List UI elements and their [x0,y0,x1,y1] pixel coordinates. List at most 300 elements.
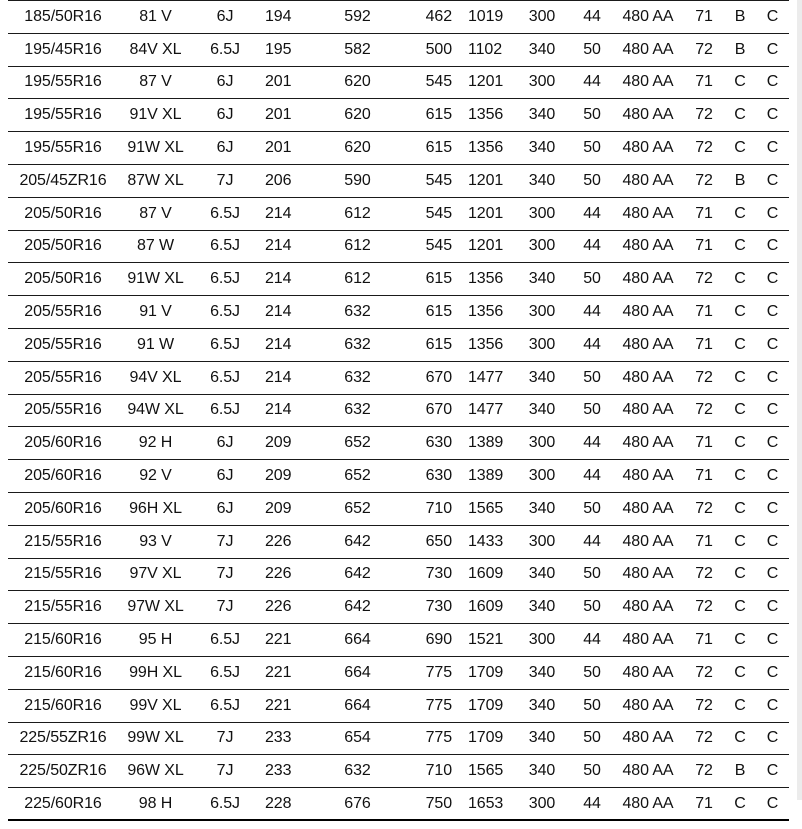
cell-load-speed-index: 99W XL [118,722,193,755]
cell-load-speed-index: 94W XL [118,394,193,427]
cell-fuel-efficiency-grade: C [724,656,756,689]
cell-max-load-kg: 545 [400,164,460,197]
cell-load-speed-index: 92 H [118,427,193,460]
cell-tire-size: 205/45ZR16 [8,164,118,197]
cell-max-load-lbs: 1201 [460,197,512,230]
cell-overall-diameter: 664 [315,689,400,722]
cell-section-width: 214 [257,197,315,230]
cell-rim-width: 6.5J [193,394,257,427]
cell-max-pressure-kpa: 300 [512,230,572,263]
cell-fuel-efficiency-grade: C [724,558,756,591]
cell-utqg-rating: 480 AA [612,328,684,361]
table-row [8,689,789,722]
cell-tire-size: 205/55R16 [8,361,118,394]
cell-noise-db: 71 [684,788,724,821]
cell-max-pressure-kpa: 340 [512,132,572,165]
cell-max-pressure-kpa: 340 [512,263,572,296]
cell-max-pressure-psi: 50 [572,394,612,427]
tire-spec-table [8,0,789,821]
cell-tire-size: 205/50R16 [8,197,118,230]
cell-overall-diameter: 632 [315,328,400,361]
cell-rim-width: 6J [193,66,257,99]
cell-max-pressure-psi: 44 [572,788,612,821]
cell-overall-diameter: 620 [315,66,400,99]
cell-utqg-rating: 480 AA [612,1,684,34]
cell-noise-db: 71 [684,460,724,493]
cell-max-pressure-psi: 44 [572,525,612,558]
cell-noise-db: 72 [684,492,724,525]
cell-max-load-lbs: 1102 [460,33,512,66]
cell-section-width: 214 [257,394,315,427]
cell-overall-diameter: 632 [315,755,400,788]
cell-max-pressure-psi: 44 [572,328,612,361]
cell-max-load-kg: 545 [400,197,460,230]
cell-fuel-efficiency-grade: B [724,755,756,788]
cell-fuel-efficiency-grade: C [724,624,756,657]
cell-section-width: 233 [257,722,315,755]
cell-overall-diameter: 642 [315,591,400,624]
cell-tire-size: 215/60R16 [8,624,118,657]
cell-max-pressure-kpa: 340 [512,689,572,722]
cell-max-load-lbs: 1201 [460,66,512,99]
cell-max-load-kg: 630 [400,427,460,460]
cell-fuel-efficiency-grade: B [724,164,756,197]
cell-overall-diameter: 620 [315,99,400,132]
cell-max-pressure-psi: 44 [572,296,612,329]
cell-utqg-rating: 480 AA [612,197,684,230]
cell-load-speed-index: 91W XL [118,263,193,296]
cell-wet-grip-grade: C [756,132,789,165]
cell-rim-width: 7J [193,591,257,624]
cell-load-speed-index: 81 V [118,1,193,34]
cell-max-load-kg: 615 [400,328,460,361]
cell-section-width: 194 [257,1,315,34]
cell-fuel-efficiency-grade: C [724,99,756,132]
cell-load-speed-index: 87 V [118,197,193,230]
cell-rim-width: 6.5J [193,689,257,722]
cell-wet-grip-grade: C [756,263,789,296]
cell-noise-db: 72 [684,755,724,788]
cell-load-speed-index: 94V XL [118,361,193,394]
cell-wet-grip-grade: C [756,197,789,230]
cell-rim-width: 6J [193,460,257,493]
cell-wet-grip-grade: C [756,99,789,132]
cell-fuel-efficiency-grade: C [724,263,756,296]
cell-max-load-lbs: 1019 [460,1,512,34]
cell-overall-diameter: 664 [315,624,400,657]
table-row [8,33,789,66]
cell-max-pressure-psi: 44 [572,197,612,230]
cell-overall-diameter: 652 [315,460,400,493]
cell-wet-grip-grade: C [756,361,789,394]
table-row [8,328,789,361]
cell-load-speed-index: 97W XL [118,591,193,624]
cell-wet-grip-grade: C [756,722,789,755]
cell-max-pressure-psi: 50 [572,33,612,66]
cell-overall-diameter: 642 [315,525,400,558]
cell-section-width: 201 [257,66,315,99]
cell-wet-grip-grade: C [756,755,789,788]
cell-rim-width: 6.5J [193,788,257,821]
table-row [8,164,789,197]
cell-utqg-rating: 480 AA [612,132,684,165]
cell-noise-db: 72 [684,591,724,624]
cell-max-load-lbs: 1609 [460,558,512,591]
cell-fuel-efficiency-grade: C [724,460,756,493]
cell-fuel-efficiency-grade: C [724,525,756,558]
table-row [8,624,789,657]
cell-max-load-lbs: 1389 [460,427,512,460]
cell-load-speed-index: 96H XL [118,492,193,525]
cell-wet-grip-grade: C [756,591,789,624]
cell-rim-width: 7J [193,525,257,558]
cell-max-load-lbs: 1477 [460,394,512,427]
cell-rim-width: 6J [193,132,257,165]
cell-wet-grip-grade: C [756,525,789,558]
cell-wet-grip-grade: C [756,66,789,99]
cell-section-width: 209 [257,460,315,493]
cell-section-width: 214 [257,263,315,296]
cell-max-pressure-kpa: 340 [512,164,572,197]
cell-max-pressure-kpa: 340 [512,99,572,132]
cell-noise-db: 72 [684,558,724,591]
cell-rim-width: 6.5J [193,33,257,66]
cell-fuel-efficiency-grade: C [724,427,756,460]
cell-section-width: 206 [257,164,315,197]
cell-rim-width: 6.5J [193,230,257,263]
cell-overall-diameter: 664 [315,656,400,689]
cell-max-pressure-psi: 50 [572,755,612,788]
cell-max-load-kg: 462 [400,1,460,34]
cell-max-pressure-psi: 50 [572,263,612,296]
table-row [8,656,789,689]
cell-max-load-kg: 775 [400,689,460,722]
cell-fuel-efficiency-grade: C [724,361,756,394]
cell-section-width: 201 [257,132,315,165]
cell-max-pressure-kpa: 300 [512,197,572,230]
cell-max-pressure-kpa: 300 [512,788,572,821]
cell-wet-grip-grade: C [756,1,789,34]
cell-max-pressure-psi: 50 [572,361,612,394]
cell-load-speed-index: 84V XL [118,33,193,66]
cell-utqg-rating: 480 AA [612,656,684,689]
cell-max-load-lbs: 1356 [460,296,512,329]
table-row [8,558,789,591]
cell-utqg-rating: 480 AA [612,755,684,788]
cell-tire-size: 185/50R16 [8,1,118,34]
cell-load-speed-index: 95 H [118,624,193,657]
cell-max-pressure-kpa: 300 [512,296,572,329]
table-row [8,755,789,788]
cell-max-load-lbs: 1521 [460,624,512,657]
cell-tire-size: 215/55R16 [8,558,118,591]
cell-max-load-kg: 500 [400,33,460,66]
cell-noise-db: 72 [684,394,724,427]
cell-max-load-lbs: 1389 [460,460,512,493]
cell-fuel-efficiency-grade: B [724,1,756,34]
cell-rim-width: 6.5J [193,263,257,296]
cell-wet-grip-grade: C [756,788,789,821]
cell-section-width: 214 [257,328,315,361]
table-row [8,361,789,394]
table-row [8,525,789,558]
cell-section-width: 214 [257,361,315,394]
cell-max-load-kg: 545 [400,66,460,99]
cell-fuel-efficiency-grade: C [724,230,756,263]
cell-max-load-lbs: 1709 [460,656,512,689]
cell-noise-db: 72 [684,361,724,394]
cell-max-pressure-kpa: 340 [512,361,572,394]
cell-max-load-kg: 775 [400,656,460,689]
cell-utqg-rating: 480 AA [612,460,684,493]
cell-fuel-efficiency-grade: C [724,66,756,99]
cell-max-load-kg: 730 [400,591,460,624]
cell-section-width: 214 [257,230,315,263]
cell-section-width: 228 [257,788,315,821]
table-row [8,263,789,296]
cell-tire-size: 195/55R16 [8,66,118,99]
cell-max-pressure-kpa: 340 [512,33,572,66]
cell-utqg-rating: 480 AA [612,788,684,821]
cell-max-pressure-kpa: 340 [512,656,572,689]
cell-rim-width: 6.5J [193,197,257,230]
cell-max-pressure-kpa: 300 [512,427,572,460]
cell-rim-width: 7J [193,558,257,591]
cell-noise-db: 72 [684,132,724,165]
cell-max-pressure-psi: 50 [572,591,612,624]
cell-noise-db: 71 [684,1,724,34]
cell-max-load-kg: 690 [400,624,460,657]
cell-max-load-kg: 630 [400,460,460,493]
cell-noise-db: 72 [684,722,724,755]
cell-overall-diameter: 612 [315,230,400,263]
cell-utqg-rating: 480 AA [612,263,684,296]
table-body [8,1,789,821]
cell-overall-diameter: 582 [315,33,400,66]
cell-noise-db: 71 [684,230,724,263]
table-row [8,296,789,329]
cell-wet-grip-grade: C [756,689,789,722]
cell-max-pressure-kpa: 300 [512,525,572,558]
cell-load-speed-index: 91 V [118,296,193,329]
cell-load-speed-index: 92 V [118,460,193,493]
cell-utqg-rating: 480 AA [612,33,684,66]
cell-max-pressure-psi: 44 [572,427,612,460]
cell-overall-diameter: 676 [315,788,400,821]
cell-max-load-lbs: 1356 [460,328,512,361]
cell-max-pressure-kpa: 340 [512,755,572,788]
cell-load-speed-index: 96W XL [118,755,193,788]
cell-max-pressure-psi: 50 [572,492,612,525]
cell-tire-size: 205/60R16 [8,460,118,493]
cell-rim-width: 6.5J [193,656,257,689]
cell-load-speed-index: 91 W [118,328,193,361]
cell-tire-size: 205/60R16 [8,427,118,460]
cell-rim-width: 6.5J [193,296,257,329]
cell-noise-db: 72 [684,164,724,197]
cell-max-pressure-kpa: 300 [512,460,572,493]
cell-utqg-rating: 480 AA [612,230,684,263]
cell-max-pressure-kpa: 340 [512,558,572,591]
cell-wet-grip-grade: C [756,460,789,493]
cell-overall-diameter: 590 [315,164,400,197]
cell-tire-size: 215/60R16 [8,689,118,722]
cell-max-pressure-psi: 50 [572,164,612,197]
cell-wet-grip-grade: C [756,33,789,66]
cell-rim-width: 6J [193,427,257,460]
tire-spec-table-container [8,0,789,821]
cell-fuel-efficiency-grade: C [724,492,756,525]
cell-noise-db: 72 [684,99,724,132]
cell-max-load-kg: 710 [400,492,460,525]
cell-max-pressure-psi: 50 [572,558,612,591]
cell-utqg-rating: 480 AA [612,558,684,591]
cell-section-width: 209 [257,427,315,460]
cell-tire-size: 225/60R16 [8,788,118,821]
cell-section-width: 221 [257,624,315,657]
cell-overall-diameter: 620 [315,132,400,165]
cell-section-width: 201 [257,99,315,132]
cell-fuel-efficiency-grade: C [724,689,756,722]
cell-rim-width: 6J [193,1,257,34]
cell-overall-diameter: 592 [315,1,400,34]
cell-max-load-kg: 615 [400,263,460,296]
cell-load-speed-index: 99V XL [118,689,193,722]
cell-overall-diameter: 612 [315,263,400,296]
cell-section-width: 214 [257,296,315,329]
table-row [8,394,789,427]
cell-noise-db: 71 [684,197,724,230]
cell-max-load-lbs: 1709 [460,722,512,755]
cell-noise-db: 72 [684,33,724,66]
table-row [8,197,789,230]
cell-tire-size: 215/55R16 [8,591,118,624]
table-row [8,788,789,821]
cell-wet-grip-grade: C [756,296,789,329]
cell-rim-width: 6.5J [193,328,257,361]
cell-tire-size: 205/55R16 [8,328,118,361]
cell-tire-size: 205/60R16 [8,492,118,525]
cell-section-width: 226 [257,591,315,624]
cell-fuel-efficiency-grade: C [724,132,756,165]
cell-max-load-lbs: 1477 [460,361,512,394]
cell-rim-width: 6J [193,492,257,525]
cell-tire-size: 225/55ZR16 [8,722,118,755]
cell-tire-size: 205/55R16 [8,296,118,329]
cell-section-width: 233 [257,755,315,788]
cell-utqg-rating: 480 AA [612,164,684,197]
cell-max-pressure-psi: 50 [572,656,612,689]
cell-rim-width: 6.5J [193,361,257,394]
cell-load-speed-index: 87 W [118,230,193,263]
cell-max-load-kg: 670 [400,394,460,427]
table-row [8,132,789,165]
cell-max-pressure-psi: 44 [572,66,612,99]
cell-max-load-lbs: 1565 [460,755,512,788]
cell-max-load-kg: 545 [400,230,460,263]
cell-wet-grip-grade: C [756,427,789,460]
cell-fuel-efficiency-grade: C [724,296,756,329]
cell-max-pressure-psi: 44 [572,230,612,263]
cell-max-load-kg: 710 [400,755,460,788]
cell-wet-grip-grade: C [756,492,789,525]
table-row [8,460,789,493]
cell-section-width: 209 [257,492,315,525]
cell-overall-diameter: 632 [315,394,400,427]
cell-noise-db: 71 [684,328,724,361]
cell-max-load-lbs: 1653 [460,788,512,821]
table-row [8,230,789,263]
cell-max-pressure-kpa: 340 [512,394,572,427]
cell-noise-db: 71 [684,296,724,329]
cell-utqg-rating: 480 AA [612,361,684,394]
cell-utqg-rating: 480 AA [612,722,684,755]
cell-max-pressure-psi: 50 [572,689,612,722]
cell-max-load-lbs: 1356 [460,132,512,165]
cell-max-pressure-psi: 50 [572,99,612,132]
cell-tire-size: 205/55R16 [8,394,118,427]
cell-fuel-efficiency-grade: C [724,591,756,624]
cell-tire-size: 205/50R16 [8,230,118,263]
cell-max-load-kg: 650 [400,525,460,558]
cell-wet-grip-grade: C [756,656,789,689]
cell-overall-diameter: 632 [315,361,400,394]
cell-utqg-rating: 480 AA [612,296,684,329]
cell-noise-db: 72 [684,656,724,689]
cell-overall-diameter: 652 [315,492,400,525]
cell-utqg-rating: 480 AA [612,66,684,99]
cell-overall-diameter: 642 [315,558,400,591]
cell-section-width: 226 [257,525,315,558]
cell-load-speed-index: 97V XL [118,558,193,591]
cell-utqg-rating: 480 AA [612,99,684,132]
table-row [8,492,789,525]
cell-max-load-lbs: 1433 [460,525,512,558]
cell-noise-db: 71 [684,427,724,460]
table-row [8,722,789,755]
cell-noise-db: 71 [684,525,724,558]
cell-fuel-efficiency-grade: B [724,33,756,66]
cell-utqg-rating: 480 AA [612,689,684,722]
cell-wet-grip-grade: C [756,328,789,361]
cell-utqg-rating: 480 AA [612,394,684,427]
cell-max-load-lbs: 1609 [460,591,512,624]
cell-max-pressure-psi: 44 [572,1,612,34]
cell-max-load-kg: 750 [400,788,460,821]
cell-fuel-efficiency-grade: C [724,788,756,821]
cell-rim-width: 7J [193,755,257,788]
cell-tire-size: 205/50R16 [8,263,118,296]
cell-max-load-lbs: 1565 [460,492,512,525]
cell-fuel-efficiency-grade: C [724,197,756,230]
cell-max-pressure-psi: 44 [572,624,612,657]
cell-utqg-rating: 480 AA [612,492,684,525]
cell-max-load-lbs: 1356 [460,263,512,296]
cell-max-pressure-kpa: 340 [512,492,572,525]
cell-tire-size: 215/55R16 [8,525,118,558]
cell-rim-width: 7J [193,722,257,755]
cell-max-load-kg: 615 [400,132,460,165]
cell-overall-diameter: 612 [315,197,400,230]
cell-max-load-kg: 775 [400,722,460,755]
cell-wet-grip-grade: C [756,558,789,591]
table-row [8,591,789,624]
cell-noise-db: 71 [684,624,724,657]
cell-max-pressure-kpa: 340 [512,591,572,624]
table-row [8,427,789,460]
cell-load-speed-index: 98 H [118,788,193,821]
cell-noise-db: 72 [684,263,724,296]
